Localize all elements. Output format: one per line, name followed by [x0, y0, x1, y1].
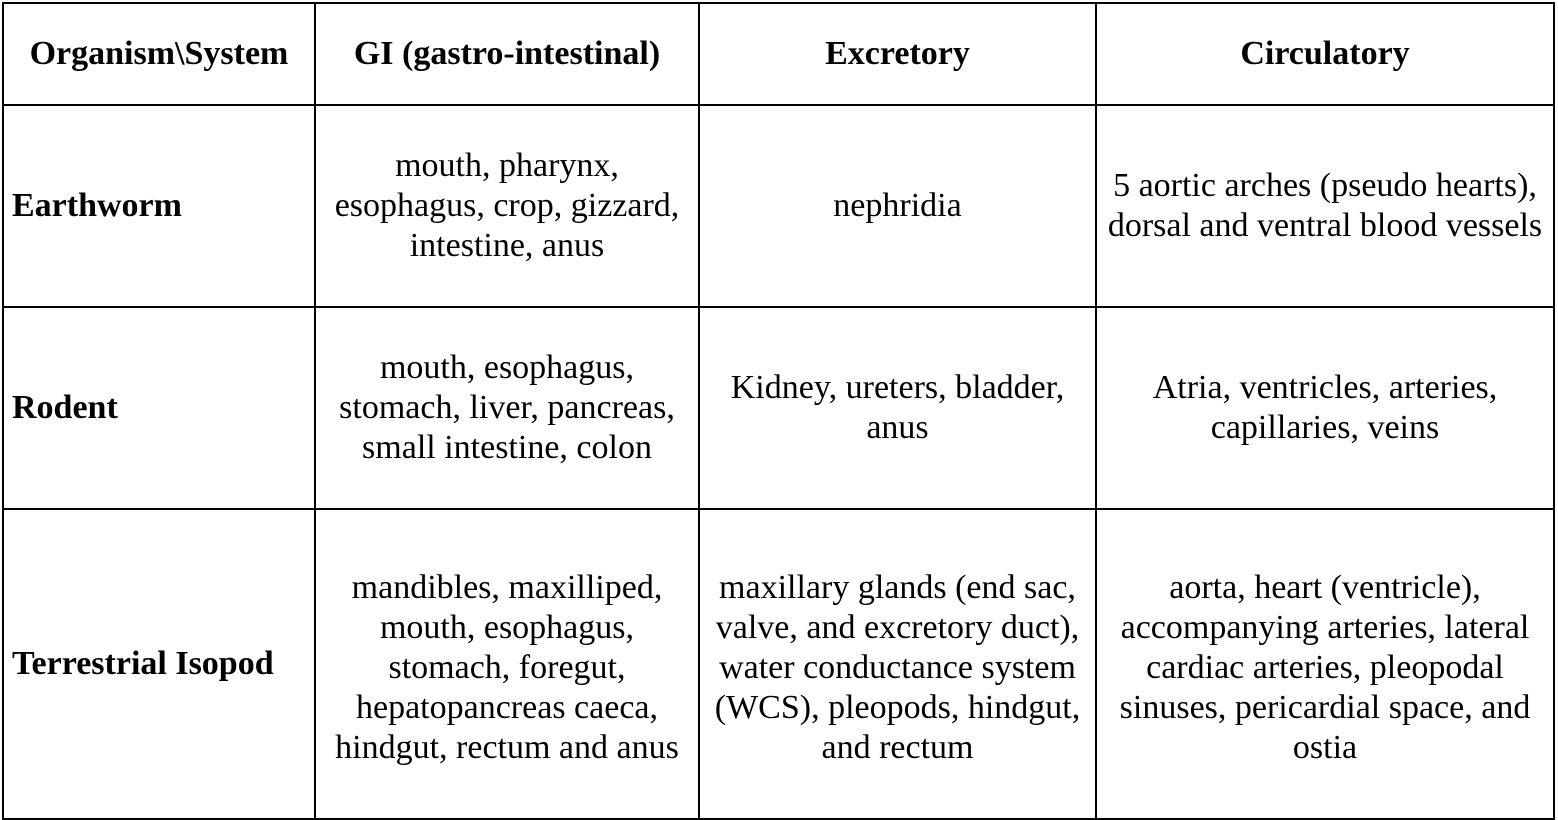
- cell-circulatory: aorta, heart (ventricle), accompanying arteries, lateral cardiac arteries, pleopodal sinuses, pericardial space, and ostia: [1096, 509, 1554, 819]
- header-organism-system: Organism\System: [3, 3, 315, 105]
- cell-gi: mandibles, maxilliped, mouth, esophagus, stomach, foregut, hepatopancreas caeca, hindgut, rectum and anus: [315, 509, 699, 819]
- table-row: [3, 509, 1554, 819]
- row-label-terrestrial-isopod: Terrestrial Isopod: [3, 509, 315, 819]
- table-row: [3, 105, 1554, 307]
- row-label-rodent: Rodent: [3, 307, 315, 509]
- cell-gi: mouth, esophagus, stomach, liver, pancreas, small intestine, colon: [315, 307, 699, 509]
- cell-excretory: Kidney, ureters, bladder, anus: [699, 307, 1096, 509]
- header-circulatory: Circulatory: [1096, 3, 1554, 105]
- header-gi: GI (gastro-intestinal): [315, 3, 699, 105]
- cell-gi: mouth, pharynx, esophagus, crop, gizzard, intestine, anus: [315, 105, 699, 307]
- cell-circulatory: 5 aortic arches (pseudo hearts), dorsal and ventral blood vessels: [1096, 105, 1554, 307]
- cell-circulatory: Atria, ventricles, arteries, capillaries, veins: [1096, 307, 1554, 509]
- header-excretory: Excretory: [699, 3, 1096, 105]
- cell-excretory: maxillary glands (end sac, valve, and excretory duct), water conductance system (WCS), pleopods, hindgut, and rectum: [699, 509, 1096, 819]
- cell-excretory: nephridia: [699, 105, 1096, 307]
- row-label-earthworm: Earthworm: [3, 105, 315, 307]
- table-row: [3, 307, 1554, 509]
- organ-systems-table: [2, 2, 1555, 820]
- header-row: [3, 3, 1554, 105]
